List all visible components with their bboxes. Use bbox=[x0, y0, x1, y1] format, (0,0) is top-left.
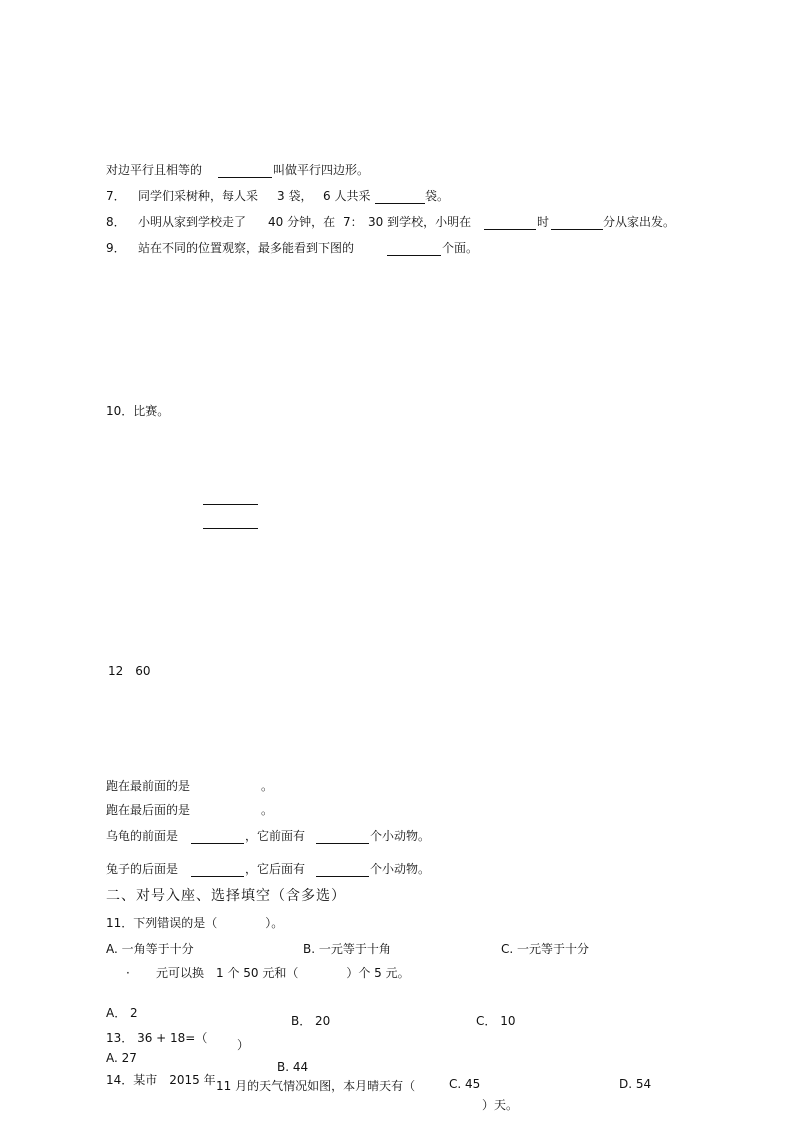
question-text: 30 到学校，小明在 bbox=[368, 215, 472, 229]
question-text: 同学们采树种，每人采 bbox=[138, 189, 259, 203]
number-text: 12 60 bbox=[108, 664, 151, 678]
question-text: 11 月的天气情况如图，本月晴天有（ bbox=[216, 1079, 416, 1093]
question-text: 个面。 bbox=[442, 241, 479, 255]
question-text: 个小动物。 bbox=[370, 862, 431, 876]
option-d[interactable]: D. 54 bbox=[619, 1077, 652, 1091]
question-text: ）天。 bbox=[482, 1098, 519, 1112]
answer-blank[interactable] bbox=[316, 876, 369, 877]
question-text: 3 袋， bbox=[277, 189, 313, 203]
answer-blank[interactable] bbox=[191, 876, 244, 877]
option-a[interactable]: A. 一角等于十分 bbox=[106, 942, 194, 956]
bullet-dot: · bbox=[126, 966, 130, 980]
question-text: 小明从家到学校走了 bbox=[138, 215, 247, 229]
question-text: 站在不同的位置观察，最多能看到下图的 bbox=[138, 241, 355, 255]
question-text: 袋。 bbox=[425, 189, 450, 203]
question-text: 10．比赛。 bbox=[106, 404, 170, 418]
answer-blank[interactable] bbox=[551, 229, 603, 230]
option-c[interactable]: C. 一元等于十分 bbox=[501, 942, 590, 956]
answer-blank[interactable] bbox=[387, 255, 441, 256]
question-text: 7： bbox=[343, 215, 363, 229]
answer-blank[interactable] bbox=[191, 843, 244, 844]
question-text: 个小动物。 bbox=[370, 829, 431, 843]
question-text: 40 分钟，在 bbox=[268, 215, 336, 229]
option-c[interactable]: C． 10 bbox=[476, 1014, 516, 1028]
answer-blank[interactable] bbox=[218, 177, 272, 178]
question-text: 14．某市 2015 年 bbox=[106, 1073, 216, 1087]
question-text: 乌龟的前面是 bbox=[106, 829, 179, 843]
question-text: 跑在最前面的是 bbox=[106, 779, 191, 793]
answer-blank[interactable] bbox=[316, 843, 369, 844]
question-text: 。 bbox=[261, 779, 274, 793]
question-number: 8． bbox=[106, 215, 126, 229]
question-text: ） bbox=[237, 1038, 250, 1052]
question-text: ，它前面有 bbox=[245, 829, 306, 843]
question-text: 时 bbox=[537, 215, 550, 229]
answer-blank[interactable] bbox=[203, 504, 258, 505]
answer-blank[interactable] bbox=[484, 229, 536, 230]
question-text: 11．下列错误的是（ ）。 bbox=[106, 916, 284, 930]
option-b[interactable]: B. 一元等于十角 bbox=[303, 942, 391, 956]
answer-blank[interactable] bbox=[375, 203, 425, 204]
answer-blank[interactable] bbox=[203, 528, 258, 529]
question-text: 分从家出发。 bbox=[603, 215, 676, 229]
question-text: ，它后面有 bbox=[245, 862, 306, 876]
question-number: 7． bbox=[106, 189, 126, 203]
statement-text: 叫做平行四边形。 bbox=[273, 163, 370, 177]
statement-text: 对边平行且相等的 bbox=[106, 163, 203, 177]
question-text: 跑在最后面的是 bbox=[106, 803, 191, 817]
question-text: 兔子的后面是 bbox=[106, 862, 179, 876]
option-a[interactable]: A. 27 bbox=[106, 1051, 137, 1065]
option-a[interactable]: A． 2 bbox=[106, 1006, 138, 1020]
option-c[interactable]: C. 45 bbox=[449, 1077, 481, 1091]
option-b[interactable]: B． 20 bbox=[291, 1014, 331, 1028]
question-number: 9． bbox=[106, 241, 126, 255]
question-text: 。 bbox=[261, 803, 274, 817]
question-text: 6 人共采 bbox=[323, 189, 371, 203]
option-b[interactable]: B. 44 bbox=[277, 1060, 309, 1074]
question-text: 13． 36 + 18=（ bbox=[106, 1031, 208, 1045]
section-heading: 二、对号入座、选择填空（含多选） bbox=[106, 888, 346, 904]
question-text: 元可以换 1 个 50 元和（ ）个 5 元。 bbox=[156, 966, 410, 980]
